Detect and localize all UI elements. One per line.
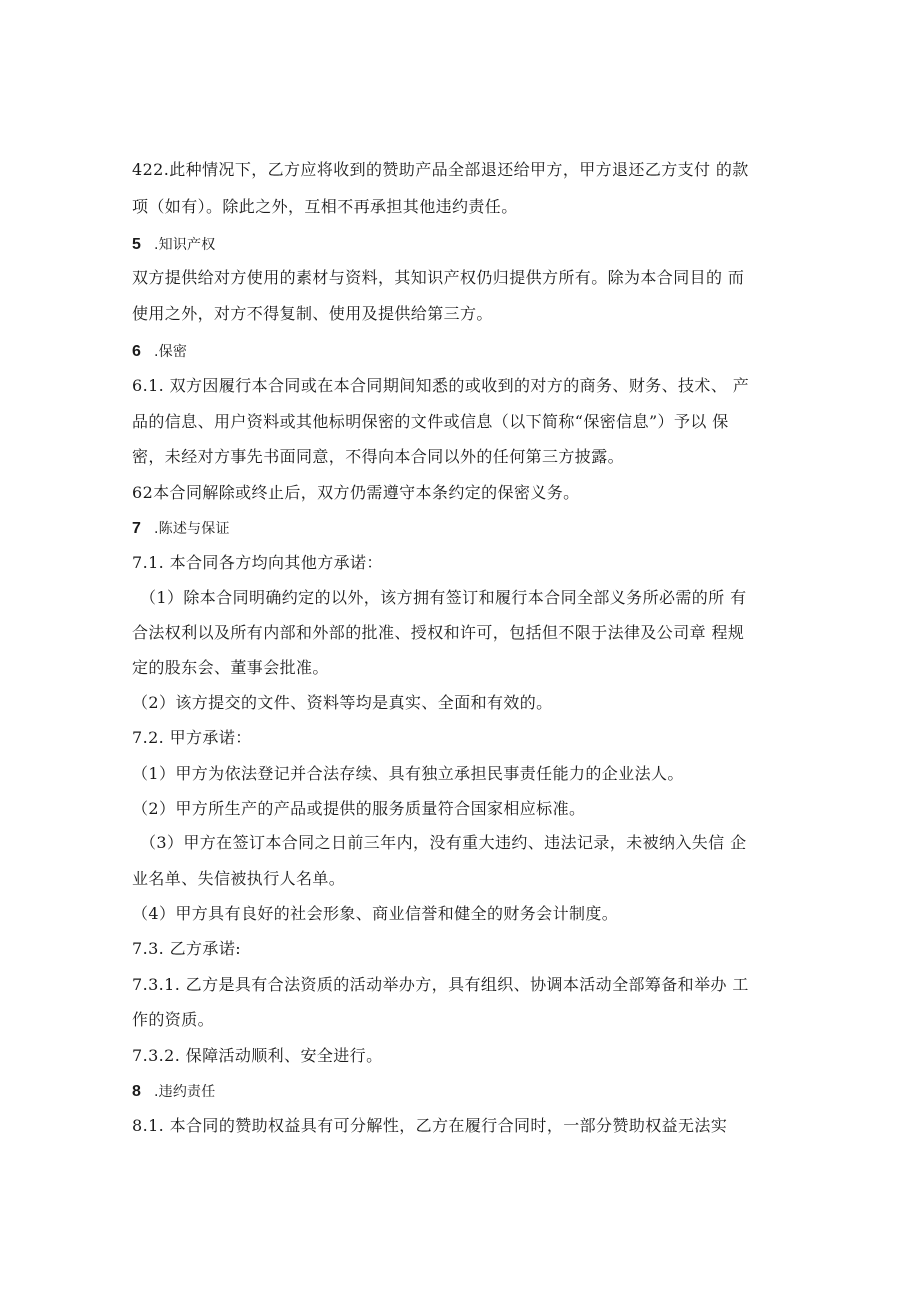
paragraph-line: （1）甲方为依法登记并合法存续、具有独立承担民事责任能力的企业法人。 bbox=[132, 764, 684, 783]
section-title: .违约责任 bbox=[154, 1084, 216, 1100]
section-heading-6 bbox=[132, 340, 187, 363]
section-title: .知识产权 bbox=[154, 237, 216, 253]
paragraph-line: 422.此种情况下，乙方应将收到的赞助产品全部退还给甲方，甲方退还乙方支付 的款 bbox=[132, 160, 749, 179]
paragraph-line: 7.1. 本合同各方均向其他方承诺： bbox=[132, 553, 383, 572]
paragraph-line: 7.3.2. 保障活动顺利、安全进行。 bbox=[132, 1046, 383, 1065]
section-title: .陈述与保证 bbox=[154, 521, 230, 537]
paragraph-line: 7.3. 乙方承诺: bbox=[132, 939, 242, 958]
paragraph-line: （3）甲方在签订本合同之日前三年内，没有重大违约、违法记录，未被纳入失信 企 bbox=[140, 833, 747, 852]
section-heading-8 bbox=[132, 1080, 215, 1103]
paragraph-line: 作的资质。 bbox=[132, 1010, 215, 1029]
paragraph-line: （2）甲方所生产的产品或提供的服务质量符合国家相应标准。 bbox=[132, 799, 586, 818]
paragraph-line: （4）甲方具有良好的社会形象、商业信誉和健全的财务会计制度。 bbox=[132, 904, 619, 923]
paragraph-line: 7.2. 甲方承诺： bbox=[132, 728, 252, 747]
paragraph-line: 7.3.1. 乙方是具有合法资质的活动举办方，具有组织、协调本活动全部筹备和举办 工 bbox=[132, 975, 749, 994]
paragraph-line: 定的股东会、董事会批准。 bbox=[132, 658, 329, 677]
section-title: .保密 bbox=[154, 344, 188, 360]
paragraph-line: 品的信息、用户资料或其他标明保密的文件或信息（以下简称“保密信息”）予以 保 bbox=[132, 412, 729, 431]
paragraph-line: 8.1. 本合同的赞助权益具有可分解性，乙方在履行合同时，一部分赞助权益无法实 bbox=[132, 1116, 728, 1135]
paragraph-line: 使用之外，对方不得复制、使用及提供给第三方。 bbox=[132, 304, 493, 323]
paragraph-line: 62本合同解除或终止后，双方仍需遵守本条约定的保密义务。 bbox=[132, 483, 580, 502]
paragraph-line: 合法权利以及所有内部和外部的批准、授权和许可，包括但不限于法律及公司章 程规 bbox=[132, 623, 745, 642]
section-number: 7 bbox=[132, 520, 142, 537]
paragraph-line: 业名单、失信被执行人名单。 bbox=[132, 869, 346, 888]
section-heading-5 bbox=[132, 233, 215, 256]
section-number: 6 bbox=[132, 343, 142, 360]
paragraph-line: 双方提供给对方使用的素材与资料，其知识产权仍归提供方所有。除为本合同目的 而 bbox=[132, 268, 745, 287]
section-number: 8 bbox=[132, 1083, 142, 1100]
section-number: 5 bbox=[132, 236, 142, 253]
paragraph-line: （2）该方提交的文件、资料等均是真实、全面和有效的。 bbox=[132, 693, 553, 712]
section-heading-7 bbox=[132, 517, 230, 540]
paragraph-line: 项（如有）。除此之外，互相不再承担其他违约责任。 bbox=[132, 197, 518, 216]
paragraph-line: （1）除本合同明确约定的以外，该方拥有签订和履行本合同全部义务所必需的所 有 bbox=[140, 588, 747, 607]
paragraph-line: 6.1. 双方因履行本合同或在本合同期间知悉的或收到的对方的商务、财务、技术、 产 bbox=[132, 376, 750, 395]
paragraph-line: 密，未经对方事先书面同意，不得向本合同以外的任何第三方披露。 bbox=[132, 447, 625, 466]
